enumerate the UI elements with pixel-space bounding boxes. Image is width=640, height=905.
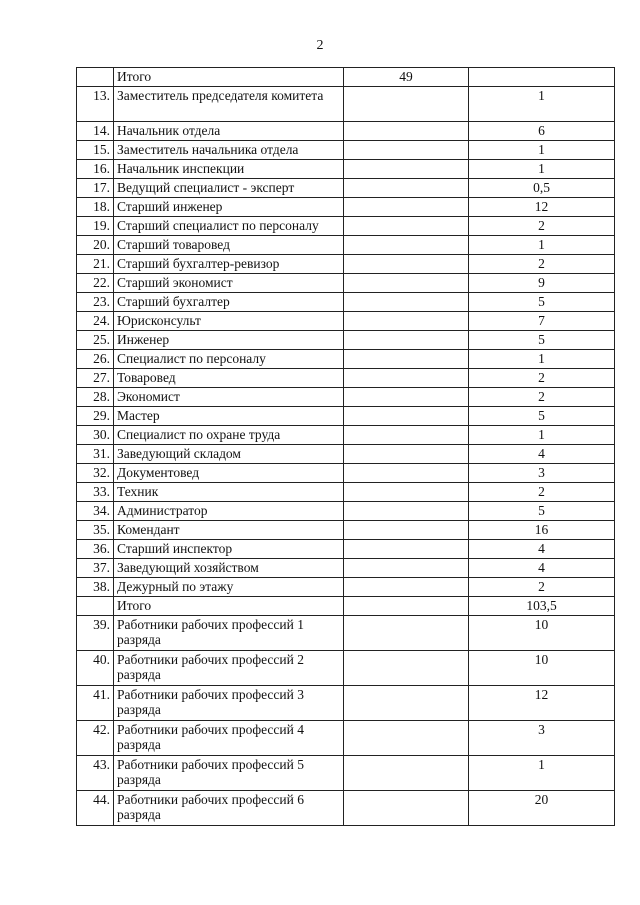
row-number: 36. [77,540,114,559]
value-column-2: 2 [469,578,615,597]
value-column-2: 0,5 [469,179,615,198]
table-row [77,483,615,502]
position-name: Дежурный по этажу [114,578,344,597]
value-column-2: 2 [469,388,615,407]
value-column-2: 1 [469,236,615,255]
position-name: Начальник инспекции [114,160,344,179]
value-column-2: 1 [469,350,615,369]
row-number: 42. [77,721,114,756]
position-name: Юрисконсульт [114,312,344,331]
value-column-1 [344,651,469,686]
position-name: Ведущий специалист - эксперт [114,179,344,198]
value-column-2: 1 [469,756,615,791]
value-column-2: 5 [469,502,615,521]
table-row [77,791,615,826]
position-name: Старший экономист [114,274,344,293]
value-column-2: 7 [469,312,615,331]
row-number [77,68,114,87]
row-number: 28. [77,388,114,407]
row-number: 20. [77,236,114,255]
position-name: Специалист по персоналу [114,350,344,369]
table-row [77,521,615,540]
value-column-2: 4 [469,559,615,578]
row-number [77,597,114,616]
value-column-1 [344,756,469,791]
table-row [77,578,615,597]
value-column-1 [344,616,469,651]
row-number: 23. [77,293,114,312]
table-row [77,388,615,407]
row-number: 27. [77,369,114,388]
position-name: Старший инспектор [114,540,344,559]
value-column-1 [344,236,469,255]
value-column-2: 16 [469,521,615,540]
row-number: 13. [77,87,114,122]
value-column-1 [344,578,469,597]
value-column-1 [344,445,469,464]
table-row [77,426,615,445]
value-column-1 [344,293,469,312]
table-row [77,350,615,369]
value-column-2: 10 [469,616,615,651]
value-column-2: 1 [469,141,615,160]
position-name: Работники рабочих профессий 5 разряда [114,756,344,791]
table-row [77,686,615,721]
table-row [77,502,615,521]
row-number: 21. [77,255,114,274]
table-row [77,179,615,198]
value-column-1 [344,87,469,122]
value-column-2: 5 [469,293,615,312]
staffing-table [76,67,615,826]
table-row [77,236,615,255]
value-column-2: 9 [469,274,615,293]
row-number: 41. [77,686,114,721]
row-number: 14. [77,122,114,141]
value-column-2: 10 [469,651,615,686]
value-column-1 [344,198,469,217]
position-name: Старший товаровед [114,236,344,255]
table-row [77,369,615,388]
position-name: Заведующий хозяйством [114,559,344,578]
table-row [77,540,615,559]
row-number: 39. [77,616,114,651]
row-number: 25. [77,331,114,350]
value-column-2: 3 [469,464,615,483]
value-column-1: 49 [344,68,469,87]
table-row [77,122,615,141]
table-row [77,756,615,791]
position-name: Итого [114,597,344,616]
row-number: 37. [77,559,114,578]
value-column-1 [344,179,469,198]
value-column-1 [344,407,469,426]
position-name: Техник [114,483,344,502]
row-number: 19. [77,217,114,236]
position-name: Заведующий складом [114,445,344,464]
position-name: Администратор [114,502,344,521]
page-number: 2 [316,38,324,53]
value-column-2: 1 [469,160,615,179]
value-column-1 [344,502,469,521]
row-number: 18. [77,198,114,217]
row-number: 15. [77,141,114,160]
value-column-1 [344,217,469,236]
value-column-1 [344,122,469,141]
row-number: 31. [77,445,114,464]
position-name: Товаровед [114,369,344,388]
row-number: 43. [77,756,114,791]
position-name: Старший инженер [114,198,344,217]
value-column-2: 5 [469,331,615,350]
table-row [77,141,615,160]
table-row [77,274,615,293]
position-name: Работники рабочих профессий 1 разряда [114,616,344,651]
table-row [77,68,615,87]
value-column-1 [344,388,469,407]
table-row [77,445,615,464]
table-row [77,464,615,483]
row-number: 29. [77,407,114,426]
row-number: 24. [77,312,114,331]
table-row [77,312,615,331]
row-number: 22. [77,274,114,293]
value-column-1 [344,540,469,559]
value-column-1 [344,274,469,293]
value-column-1 [344,160,469,179]
row-number: 44. [77,791,114,826]
table-row [77,293,615,312]
position-name: Старший специалист по персоналу [114,217,344,236]
value-column-1 [344,255,469,274]
row-number: 32. [77,464,114,483]
row-number: 16. [77,160,114,179]
position-name: Документовед [114,464,344,483]
table-row [77,651,615,686]
value-column-2: 12 [469,198,615,217]
table-row [77,407,615,426]
row-number: 33. [77,483,114,502]
row-number: 17. [77,179,114,198]
value-column-2: 2 [469,483,615,502]
position-name: Работники рабочих профессий 6 разряда [114,791,344,826]
value-column-2: 2 [469,369,615,388]
row-number: 38. [77,578,114,597]
table-row [77,559,615,578]
position-name: Начальник отдела [114,122,344,141]
row-number: 35. [77,521,114,540]
value-column-1 [344,721,469,756]
value-column-2: 4 [469,540,615,559]
table-row [77,331,615,350]
value-column-2: 12 [469,686,615,721]
position-name: Итого [114,68,344,87]
value-column-2: 20 [469,791,615,826]
position-name: Мастер [114,407,344,426]
position-name: Работники рабочих профессий 4 разряда [114,721,344,756]
value-column-1 [344,369,469,388]
row-number: 26. [77,350,114,369]
value-column-1 [344,331,469,350]
value-column-1 [344,791,469,826]
value-column-1 [344,350,469,369]
table-row [77,597,615,616]
value-column-2: 1 [469,426,615,445]
value-column-1 [344,483,469,502]
staffing-table-body [77,68,615,826]
value-column-2: 103,5 [469,597,615,616]
table-row [77,616,615,651]
position-name: Комендант [114,521,344,540]
position-name: Специалист по охране труда [114,426,344,445]
value-column-1 [344,597,469,616]
position-name: Работники рабочих профессий 2 разряда [114,651,344,686]
value-column-1 [344,426,469,445]
position-name: Экономист [114,388,344,407]
value-column-1 [344,464,469,483]
value-column-2: 4 [469,445,615,464]
position-name: Работники рабочих профессий 3 разряда [114,686,344,721]
value-column-2: 5 [469,407,615,426]
value-column-2 [469,68,615,87]
table-row [77,721,615,756]
position-name: Старший бухгалтер-ревизор [114,255,344,274]
position-name: Заместитель председателя комитета [114,87,344,122]
position-name: Старший бухгалтер [114,293,344,312]
value-column-2: 1 [469,87,615,122]
row-number: 34. [77,502,114,521]
table-row [77,160,615,179]
value-column-1 [344,686,469,721]
table-row [77,217,615,236]
row-number: 40. [77,651,114,686]
value-column-1 [344,559,469,578]
position-name: Заместитель начальника отдела [114,141,344,160]
value-column-1 [344,521,469,540]
position-name: Инженер [114,331,344,350]
value-column-1 [344,141,469,160]
table-row [77,255,615,274]
value-column-2: 6 [469,122,615,141]
value-column-2: 2 [469,217,615,236]
value-column-2: 3 [469,721,615,756]
row-number: 30. [77,426,114,445]
table-row [77,87,615,122]
value-column-1 [344,312,469,331]
value-column-2: 2 [469,255,615,274]
table-row [77,198,615,217]
